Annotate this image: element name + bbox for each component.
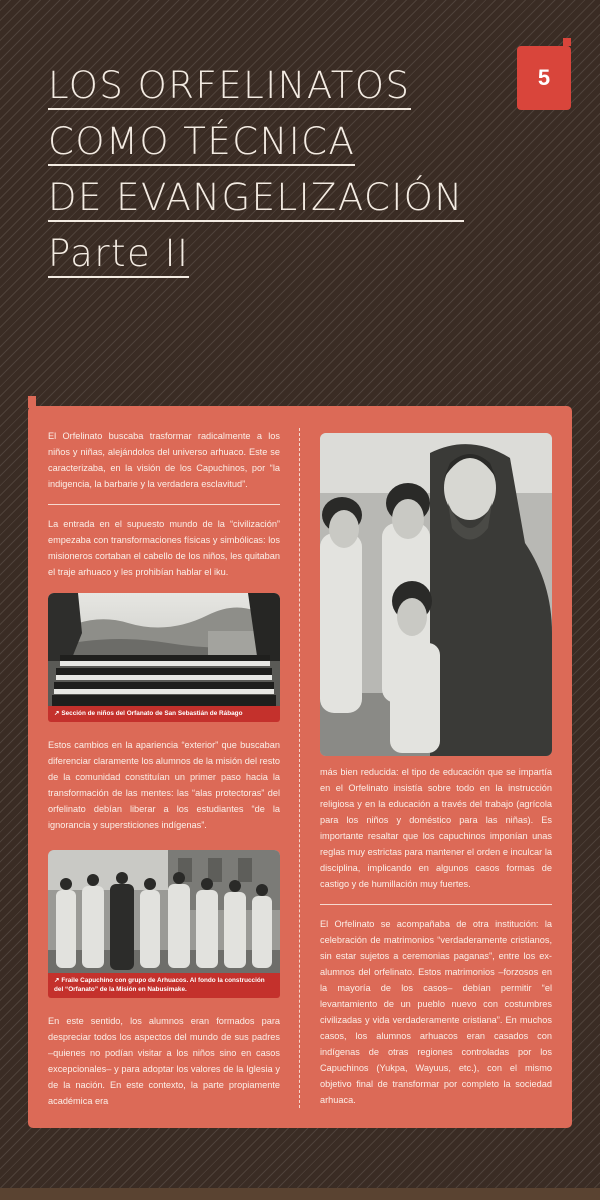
photo-caption: ↗ Sección de niños del Orfanato de San Sebastián de Rábago (48, 706, 280, 722)
paragraph: En este sentido, los alumnos eran formados para despreciar todos los aspectos del mundo de sus padres –quienes no podían visitar a los niños sino en casos excepcionales– y para adoptar los valores de la Iglesia y de la nación. En este contexto, la parte propiamente académica era (48, 1016, 280, 1106)
divider (320, 904, 552, 905)
arrow-icon: ↗ (54, 710, 60, 717)
left-column (48, 428, 280, 1109)
photo-friar-with-children (320, 433, 552, 756)
paragraph: La entrada en el supuesto mundo de la “civilización” empezaba con transformaciones físicas y simbólicas: los misioneros cortaban el cabello de los niños, les quitaban el traje arhuaco y les prohibían hablar el iku. (48, 519, 280, 577)
page-title (48, 58, 508, 282)
photo-caption: ↗ Fraile Capuchino con grupo de Arhuacos. Al fondo la construcción del “Orfanato” de la Misión en Nabusimake. (48, 973, 280, 998)
paragraph: El Orfelinato se acompañaba de otra institución: la celebración de matrimonios “verdaderamente cristianos, sin estar sujetos a ceremonias paganas”, entre los ex-alumnos del orfelinato. Estos matrimonios –forzosos en la mayoría de los casos– debían permitir “el levantamiento de un pueblo nuevo con costumbres civilizadas y vida verdaderamente cristiana”. En muchos casos, los alumnos arhuacos eran casados con indígenas de otras regiones controladas por los Capuchinos (Yukpa, Wayuus, etc.), con el mismo objetivo final de transformar por completo la sociedad arhuaca. (320, 919, 552, 1105)
photo-friar-arhuacos (48, 850, 280, 973)
paragraph: más bien reducida: el tipo de educación que se impartía en el Orfelinato insistía sobre todo en la instrucción religiosa y en la educación a través del trabajo (agrícola para los niños y doméstico para las niñas). Es importante resaltar que los capuchinos imponían unas reglas muy estrictas para mantener el orden e inculcar la disciplina, implicando en algunos casos formas de castigo y de humillación muy fuertes. (320, 767, 552, 889)
paragraph: El Orfelinato buscaba trasformar radicalmente a los niños y niñas, alejándolos del universo arhuaco. Este se caracterizaba, en la visión de los Capuchinos, por “la indigencia, la barbarie y la verdadera esclavitud”. (48, 431, 280, 489)
photo-figure (48, 593, 280, 722)
content-panel (28, 406, 572, 1128)
paragraph: Estos cambios en la apariencia “exterior” que buscaban diferenciar claramente los alumnos de la misión del resto de la comunidad constituían un primer paso hacia la transformación de las mentes: las “alas protectoras” del orfelinato debían liberar a los estudiantes “de la ignorancia y supersticiones indígenas”. (48, 740, 280, 830)
title-subtitle: Parte II (48, 226, 508, 282)
right-column (320, 433, 552, 1108)
title-line: LOS ORFELINATOS (48, 58, 508, 114)
column-divider (299, 428, 300, 1108)
arrow-icon: ↗ (54, 977, 60, 984)
divider (48, 504, 280, 505)
photo-orphanage-children (48, 593, 280, 706)
bottom-band (0, 1188, 600, 1200)
title-line: COMO TÉCNICA (48, 114, 508, 170)
page-number-badge: 5 (517, 46, 571, 110)
title-line: DE EVANGELIZACIÓN (48, 170, 508, 226)
photo-figure (48, 850, 280, 998)
